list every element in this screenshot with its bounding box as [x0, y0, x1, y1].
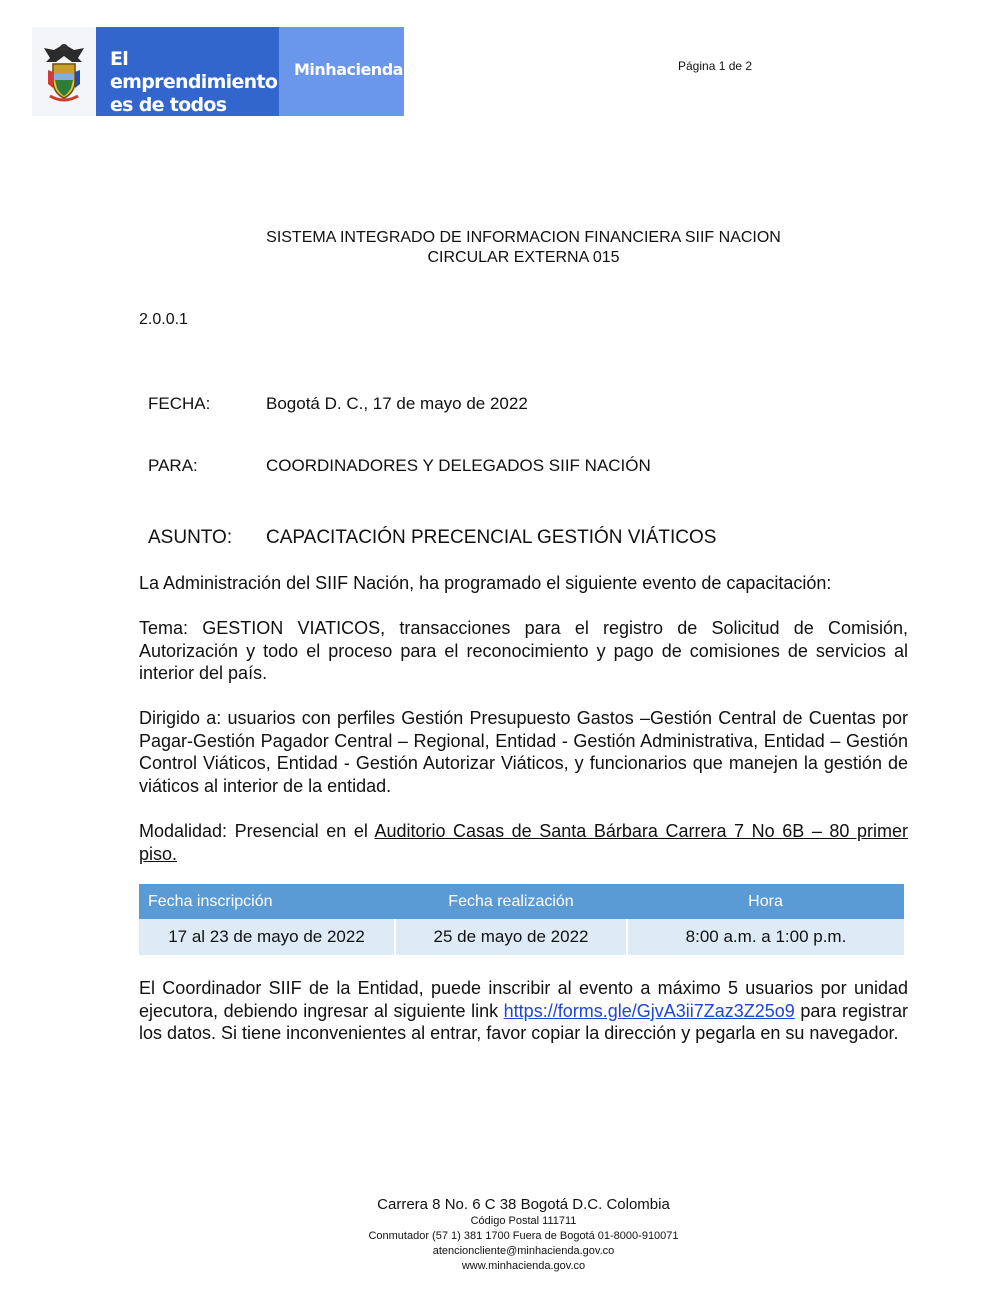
- cell-fecha-realizacion: 25 de mayo de 2022: [395, 919, 627, 955]
- registration-link[interactable]: https://forms.gle/GjvA3ii7Zaz3Z25o9: [503, 1000, 795, 1021]
- dirigido-paragraph: Dirigido a: usuarios con perfiles Gestión Presupuesto Gastos –Gestión Central de Cuentas por Pagar-Gestión Pagador Central – Regional, Entidad - Gestión Administrativa, Entidad – Gestión Control Viáticos, Entidad - Gestión Autorizar Viáticos, y funcionarios que manejen la gestión de viáticos al interior de la entidad.: [139, 708, 908, 796]
- modalidad-place: Auditorio Casas de Santa Bárbara Carrera 7 No 6B – 80 primer piso.: [139, 821, 908, 864]
- asunto-value: CAPACITACIÓN PRECENCIAL GESTIÓN VIÁTICOS: [266, 527, 717, 548]
- footer-email: atencioncliente@minhacienda.gov.co: [432, 1245, 615, 1257]
- ministry-name: Minhacienda: [279, 27, 404, 116]
- para-label: PARA:: [148, 456, 198, 475]
- schedule-table: [139, 884, 904, 955]
- coordinador-text-end: para registrar los datos. Si tiene inconvenientes al entrar, favor copiar la dirección y pegarla en su navegador.: [139, 1000, 908, 1043]
- header-fecha-realizacion: Fecha realización: [395, 884, 627, 919]
- coordinador-text-start: El Coordinador SIIF de la Entidad, puede inscribir al evento a máximo 5 usuarios por unidad ejecutora, debiendo ingresar al siguiente link: [139, 978, 908, 1021]
- footer-postal: Código Postal 111711: [470, 1215, 577, 1227]
- tema-paragraph: Tema: GESTION VIATICOS, transacciones para el registro de Solicitud de Comisión, Autorización y todo el proceso para el reconocimiento y pago de comisiones de servicios al interior del país.: [139, 618, 908, 683]
- footer-address: Carrera 8 No. 6 C 38 Bogotá D.C. Colombia: [377, 1196, 670, 1213]
- coat-of-arms-icon: [32, 27, 96, 116]
- header-fecha-inscripcion: Fecha inscripción: [139, 884, 395, 919]
- slogan-line-2: es de todos: [110, 94, 227, 116]
- fecha-label: FECHA:: [148, 394, 211, 413]
- version-number: 2.0.0.1: [139, 311, 188, 328]
- header-hora: Hora: [627, 884, 904, 919]
- slogan-line-1: El emprendimiento: [110, 48, 278, 93]
- modalidad-prefix: Modalidad: Presencial en el: [139, 821, 375, 841]
- cell-hora: 8:00 a.m. a 1:00 p.m.: [627, 919, 904, 955]
- page-number: Página 1 de 2: [678, 59, 753, 73]
- table-header-row: [139, 884, 904, 919]
- table-row: [139, 919, 904, 955]
- intro-paragraph: La Administración del SIIF Nación, ha programado el siguiente evento de capacitación:: [139, 573, 832, 593]
- coordinador-paragraph: [139, 977, 908, 1045]
- document-title-line-2: CIRCULAR EXTERNA 015: [427, 249, 620, 266]
- fecha-value: Bogotá D. C., 17 de mayo de 2022: [266, 394, 528, 413]
- footer-web: www.minhacienda.gov.co: [461, 1260, 586, 1272]
- cell-fecha-inscripcion: 17 al 23 de mayo de 2022: [139, 919, 395, 955]
- modalidad-paragraph: [139, 820, 908, 865]
- footer-phone: Conmutador (57 1) 381 1700 Fuera de Bogotá 01-8000-910071: [368, 1230, 679, 1242]
- document-title-line-1: SISTEMA INTEGRADO DE INFORMACION FINANCIERA SIIF NACION: [266, 229, 781, 246]
- asunto-label: ASUNTO:: [148, 527, 233, 548]
- header-logo: [32, 27, 404, 116]
- slogan-block: [96, 27, 279, 116]
- para-value: COORDINADORES Y DELEGADOS SIIF NACIÓN: [266, 456, 651, 475]
